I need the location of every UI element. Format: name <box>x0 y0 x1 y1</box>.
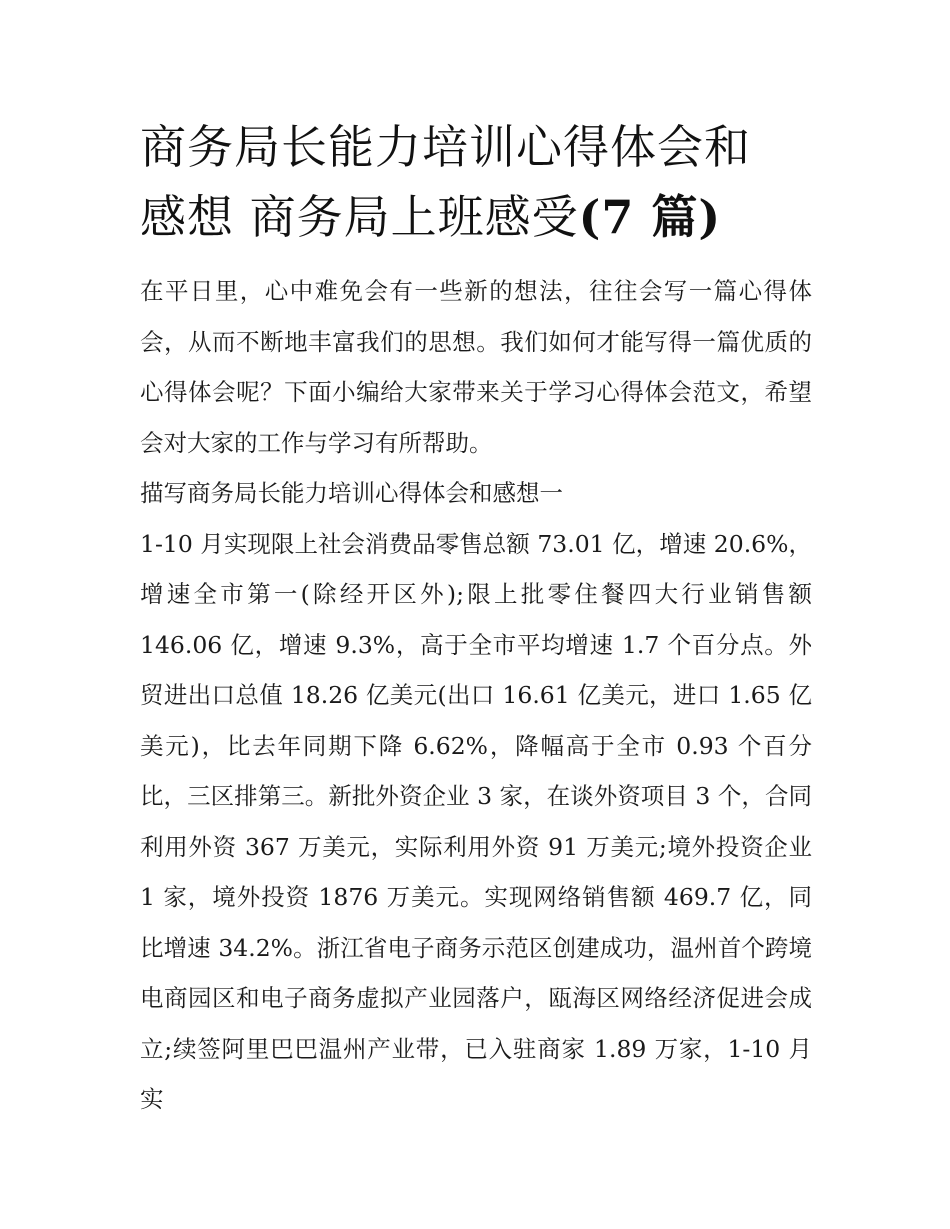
title-line-1: 商务局长能力培训心得体会和 <box>140 120 751 174</box>
intro-paragraph: 在平日里，心中难免会有一些新的想法，往往会写一篇心得体会，从而不断地丰富我们的思想。我们如何才能写得一篇优质的心得体会呢？下面小编给大家带来关于学习心得体会范文，希望会对大家的工作与学习有所帮助。 <box>140 277 812 457</box>
document-title <box>140 112 812 252</box>
section-heading: 描写商务局长能力培训心得体会和感想一 <box>140 479 563 507</box>
title-count: (7 篇) <box>578 190 722 244</box>
document-content <box>140 112 812 1125</box>
title-line-2: 感想 商务局上班感受 <box>140 190 579 244</box>
body-paragraph: 1-10 月实现限上社会消费品零售总额 73.01 亿，增速 20.6%，增速全市第一(除经开区外);限上批零住餐四大行业销售额 146.06 亿，增速 9.3%，高于全市平均增速 1.7 个百分点。外贸进出口总值 18.26 亿美元(出口 16.61 亿美元，进口 1.65 亿美元)，比去年同期下降 6.62%，降幅高于全市 0.93 个百分比，三区排第三。新批外资企业 3 家，在谈外资项目 3 个，合同利用外资 367 万美元，实际利用外资 91 万美元;境外投资企业 1 家，境外投资 1876 万美元。实现网络销售额 469.7 亿，同比增速 34.2%。浙江省电子商务示范区创建成功，温州首个跨境电商园区和电子商务虚拟产业园落户，瓯海区网络经济促进会成立;续签阿里巴巴温州产业带，已入驻商家 1.89 万家，1-10 月实 <box>140 529 812 1113</box>
